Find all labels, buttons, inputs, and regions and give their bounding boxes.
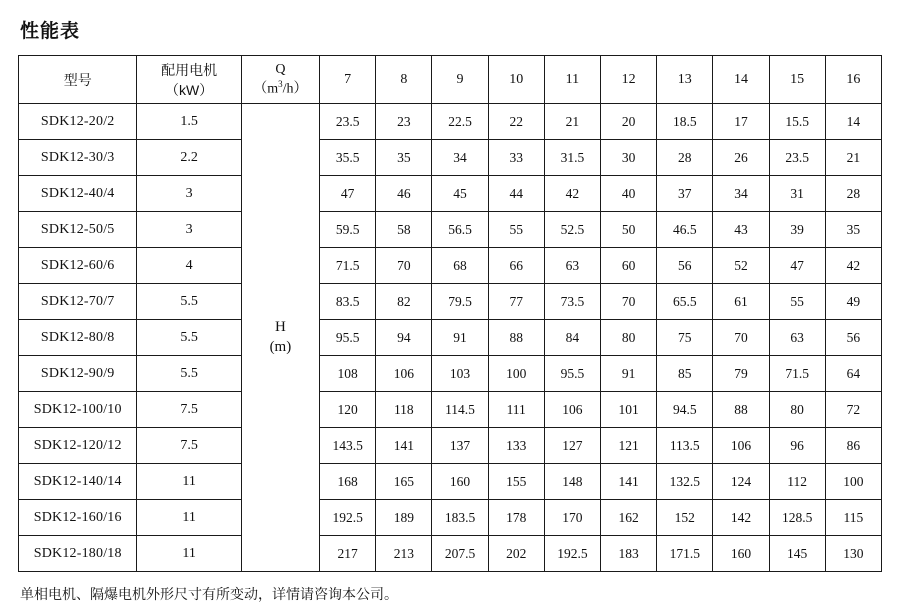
page-title: 性能表 <box>20 21 81 42</box>
table-row <box>19 428 882 464</box>
table-row <box>19 392 882 428</box>
cell-value: 22.5 <box>432 104 488 140</box>
table-row <box>19 536 882 572</box>
cell-motor: 3 <box>137 212 241 248</box>
cell-value: 71.5 <box>769 356 825 392</box>
cell-value: 80 <box>600 320 656 356</box>
cell-model: SDK12-120/12 <box>19 428 137 464</box>
cell-model: SDK12-30/3 <box>19 140 137 176</box>
header-flow-value: 7 <box>320 56 376 104</box>
cell-value: 52.5 <box>544 212 600 248</box>
table-row <box>19 140 882 176</box>
table-row <box>19 356 882 392</box>
header-flow-value: 12 <box>600 56 656 104</box>
cell-motor: 1.5 <box>137 104 241 140</box>
header-flow-value: 11 <box>544 56 600 104</box>
cell-value: 56 <box>825 320 881 356</box>
cell-value: 66 <box>488 248 544 284</box>
header-flow-value: 14 <box>713 56 769 104</box>
cell-motor: 3 <box>137 176 241 212</box>
cell-model: SDK12-140/14 <box>19 464 137 500</box>
cell-value: 73.5 <box>544 284 600 320</box>
cell-value: 63 <box>769 320 825 356</box>
cell-motor: 11 <box>137 500 241 536</box>
cell-value: 133 <box>488 428 544 464</box>
cell-head-unit <box>241 104 319 572</box>
cell-value: 35 <box>825 212 881 248</box>
cell-value: 35.5 <box>320 140 376 176</box>
cell-motor: 5.5 <box>137 284 241 320</box>
cell-value: 91 <box>432 320 488 356</box>
cell-value: 80 <box>769 392 825 428</box>
cell-value: 91 <box>600 356 656 392</box>
cell-motor: 7.5 <box>137 428 241 464</box>
cell-value: 26 <box>713 140 769 176</box>
cell-motor: 2.2 <box>137 140 241 176</box>
flow-unit-suffix: /h） <box>282 81 308 97</box>
header-flow-value: 13 <box>657 56 713 104</box>
flow-unit-exponent: 3 <box>278 78 283 89</box>
head-symbol: H <box>274 319 286 335</box>
table-header <box>19 56 882 104</box>
cell-value: 168 <box>320 464 376 500</box>
cell-model: SDK12-60/6 <box>19 248 137 284</box>
cell-model: SDK12-80/8 <box>19 320 137 356</box>
cell-value: 142 <box>713 500 769 536</box>
cell-value: 60 <box>600 248 656 284</box>
cell-value: 202 <box>488 536 544 572</box>
cell-value: 101 <box>600 392 656 428</box>
cell-value: 56 <box>657 248 713 284</box>
cell-value: 192.5 <box>544 536 600 572</box>
header-flow-value: 10 <box>488 56 544 104</box>
table-header-row <box>19 56 882 104</box>
cell-value: 170 <box>544 500 600 536</box>
cell-value: 127 <box>544 428 600 464</box>
cell-value: 31 <box>769 176 825 212</box>
cell-motor: 11 <box>137 536 241 572</box>
cell-value: 106 <box>544 392 600 428</box>
cell-motor: 7.5 <box>137 392 241 428</box>
head-unit: (m) <box>269 338 292 355</box>
cell-value: 33 <box>488 140 544 176</box>
cell-value: 192.5 <box>320 500 376 536</box>
cell-value: 171.5 <box>657 536 713 572</box>
cell-value: 23 <box>376 104 432 140</box>
cell-value: 82 <box>376 284 432 320</box>
cell-value: 77 <box>488 284 544 320</box>
cell-value: 165 <box>376 464 432 500</box>
cell-value: 49 <box>825 284 881 320</box>
header-flow <box>241 56 319 104</box>
header-model-label: 型号 <box>63 71 92 88</box>
table-body <box>19 104 882 572</box>
cell-value: 162 <box>600 500 656 536</box>
cell-value: 106 <box>376 356 432 392</box>
cell-value: 143.5 <box>320 428 376 464</box>
cell-value: 14 <box>825 104 881 140</box>
cell-value: 44 <box>488 176 544 212</box>
cell-value: 100 <box>825 464 881 500</box>
cell-value: 15.5 <box>769 104 825 140</box>
cell-model: SDK12-180/18 <box>19 536 137 572</box>
header-motor <box>137 56 241 104</box>
cell-value: 115 <box>825 500 881 536</box>
header-flow-unit <box>242 79 319 98</box>
cell-value: 47 <box>769 248 825 284</box>
cell-model: SDK12-160/16 <box>19 500 137 536</box>
table-footnote: 单相电机、隔爆电机外形尺寸有所变动，详情请咨询本公司。 <box>20 586 398 602</box>
cell-value: 145 <box>769 536 825 572</box>
header-motor-line1: 配用电机 <box>161 61 218 78</box>
cell-value: 121 <box>600 428 656 464</box>
cell-motor: 4 <box>137 248 241 284</box>
cell-value: 141 <box>376 428 432 464</box>
cell-value: 35 <box>376 140 432 176</box>
cell-value: 50 <box>600 212 656 248</box>
cell-value: 207.5 <box>432 536 488 572</box>
cell-value: 42 <box>544 176 600 212</box>
cell-value: 79.5 <box>432 284 488 320</box>
cell-value: 46.5 <box>657 212 713 248</box>
cell-value: 128.5 <box>769 500 825 536</box>
flow-unit-prefix: （m <box>253 81 279 97</box>
cell-value: 70 <box>376 248 432 284</box>
cell-value: 85 <box>657 356 713 392</box>
cell-model: SDK12-70/7 <box>19 284 137 320</box>
cell-value: 160 <box>432 464 488 500</box>
cell-value: 95.5 <box>544 356 600 392</box>
cell-value: 45 <box>432 176 488 212</box>
cell-value: 111 <box>488 392 544 428</box>
cell-model: SDK12-40/4 <box>19 176 137 212</box>
header-motor-label <box>137 60 240 100</box>
cell-value: 34 <box>713 176 769 212</box>
cell-value: 108 <box>320 356 376 392</box>
table-row <box>19 248 882 284</box>
cell-model: SDK12-90/9 <box>19 356 137 392</box>
cell-value: 75 <box>657 320 713 356</box>
cell-value: 17 <box>713 104 769 140</box>
cell-value: 88 <box>488 320 544 356</box>
cell-value: 124 <box>713 464 769 500</box>
cell-value: 84 <box>544 320 600 356</box>
cell-value: 58 <box>376 212 432 248</box>
cell-value: 40 <box>600 176 656 212</box>
cell-value: 152 <box>657 500 713 536</box>
cell-value: 141 <box>600 464 656 500</box>
cell-value: 23.5 <box>769 140 825 176</box>
cell-value: 64 <box>825 356 881 392</box>
table-row <box>19 212 882 248</box>
cell-value: 65.5 <box>657 284 713 320</box>
cell-value: 183.5 <box>432 500 488 536</box>
cell-value: 103 <box>432 356 488 392</box>
cell-value: 28 <box>657 140 713 176</box>
cell-value: 34 <box>432 140 488 176</box>
header-flow-value: 8 <box>376 56 432 104</box>
table-row <box>19 320 882 356</box>
cell-value: 213 <box>376 536 432 572</box>
cell-value: 71.5 <box>320 248 376 284</box>
cell-value: 56.5 <box>432 212 488 248</box>
cell-value: 137 <box>432 428 488 464</box>
cell-value: 120 <box>320 392 376 428</box>
cell-model: SDK12-20/2 <box>19 104 137 140</box>
cell-value: 23.5 <box>320 104 376 140</box>
cell-value: 83.5 <box>320 284 376 320</box>
cell-value: 160 <box>713 536 769 572</box>
cell-motor: 11 <box>137 464 241 500</box>
cell-value: 70 <box>713 320 769 356</box>
cell-value: 46 <box>376 176 432 212</box>
cell-value: 63 <box>544 248 600 284</box>
cell-value: 189 <box>376 500 432 536</box>
table-row <box>19 500 882 536</box>
cell-value: 94.5 <box>657 392 713 428</box>
cell-model: SDK12-50/5 <box>19 212 137 248</box>
header-flow-label <box>242 61 319 98</box>
cell-value: 30 <box>600 140 656 176</box>
table-row <box>19 104 882 140</box>
cell-value: 21 <box>544 104 600 140</box>
cell-value: 68 <box>432 248 488 284</box>
cell-model: SDK12-100/10 <box>19 392 137 428</box>
cell-value: 178 <box>488 500 544 536</box>
cell-value: 96 <box>769 428 825 464</box>
cell-value: 47 <box>320 176 376 212</box>
cell-value: 100 <box>488 356 544 392</box>
cell-value: 22 <box>488 104 544 140</box>
cell-motor: 5.5 <box>137 320 241 356</box>
cell-value: 79 <box>713 356 769 392</box>
cell-value: 43 <box>713 212 769 248</box>
header-motor-line2: （kW） <box>164 81 214 98</box>
cell-value: 112 <box>769 464 825 500</box>
performance-table <box>18 55 882 572</box>
header-flow-value: 16 <box>825 56 881 104</box>
cell-motor: 5.5 <box>137 356 241 392</box>
cell-value: 94 <box>376 320 432 356</box>
table-row <box>19 284 882 320</box>
cell-value: 95.5 <box>320 320 376 356</box>
cell-value: 55 <box>769 284 825 320</box>
cell-value: 114.5 <box>432 392 488 428</box>
cell-value: 59.5 <box>320 212 376 248</box>
cell-value: 61 <box>713 284 769 320</box>
cell-value: 21 <box>825 140 881 176</box>
cell-value: 132.5 <box>657 464 713 500</box>
cell-value: 39 <box>769 212 825 248</box>
cell-value: 70 <box>600 284 656 320</box>
header-flow-symbol: Q <box>275 62 286 78</box>
header-flow-value: 9 <box>432 56 488 104</box>
header-flow-value: 15 <box>769 56 825 104</box>
cell-value: 18.5 <box>657 104 713 140</box>
cell-value: 148 <box>544 464 600 500</box>
cell-value: 118 <box>376 392 432 428</box>
cell-value: 217 <box>320 536 376 572</box>
cell-value: 113.5 <box>657 428 713 464</box>
cell-value: 88 <box>713 392 769 428</box>
cell-value: 28 <box>825 176 881 212</box>
cell-value: 106 <box>713 428 769 464</box>
cell-value: 20 <box>600 104 656 140</box>
cell-value: 55 <box>488 212 544 248</box>
table-row <box>19 464 882 500</box>
cell-value: 37 <box>657 176 713 212</box>
cell-value: 183 <box>600 536 656 572</box>
cell-value: 31.5 <box>544 140 600 176</box>
cell-value: 155 <box>488 464 544 500</box>
table-row <box>19 176 882 212</box>
cell-value: 52 <box>713 248 769 284</box>
header-model <box>19 56 137 104</box>
cell-value: 72 <box>825 392 881 428</box>
cell-value: 42 <box>825 248 881 284</box>
cell-value: 130 <box>825 536 881 572</box>
cell-value: 86 <box>825 428 881 464</box>
